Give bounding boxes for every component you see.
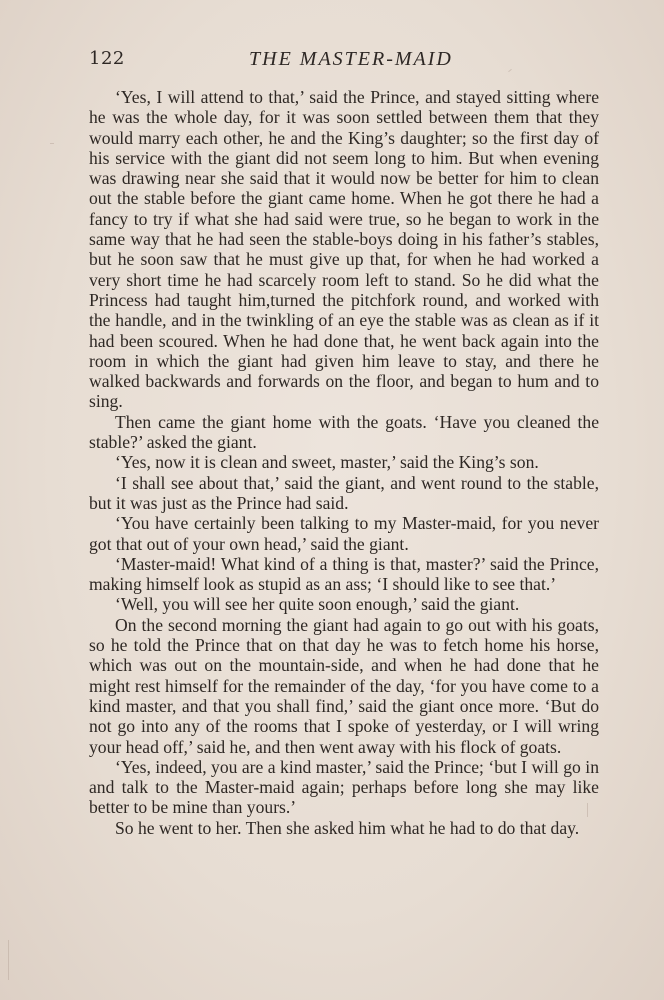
- paragraph: ‘Yes, now it is clean and sweet, master,’ said the King’s son.: [115, 452, 539, 473]
- body-text: [89, 87, 599, 838]
- paragraph: On the second morning the giant had again to go out with his goats, so he told the Prince that on that day he was to fetch home his horse, which was out on the mountain-side, and when he had done that he might rest himself for the remainder of the day, ‘for you have come to a kind master, and that you shall find,’ said the giant once more. ‘But do not go into any of the rooms that I spoke of yesterday, or I will wring your head off,’ said he, and then went away with his flock of goats.: [89, 614, 599, 757]
- paragraph: ‘You have certainly been talking to my Master-maid, for you never got that out of your own head,’ said the giant.: [89, 513, 599, 554]
- paragraph: ‘Well, you will see her quite soon enough,’ said the giant.: [115, 594, 520, 615]
- paragraph: ‘Yes, I will attend to that,’ said the Prince, and stayed sitting where he was the whole day, for it was soon settled between them that they would marry each other, he and the King’s daughter; so the first day of his service with the giant did not seem long to him. But when evening was drawing near she said that it would now be better for him to clean out the stable before the giant came home. When he got there he had a fancy to try if what she had said were true, so he began to work in the same way that he had seen the stable-boys doing in his father’s stables, but he soon saw that he must give up that, for when he had worked a very short time he had scarcely room left to stand. So he did what the Princess had taught him,turned the pitchfork round, and worked with the handle, and in the twinkling of an eye the stable was as clean as if it had been scoured. When he had done that, he went back again into the room in which the giant had given him leave to stay, and there he walked backwards and forwards on the floor, and began to hum and to sing.: [89, 87, 599, 412]
- paper-mark: [50, 143, 54, 144]
- paragraph: Then came the giant home with the goats. ‘Have you cleaned the stable?’ asked the giant.: [89, 411, 599, 453]
- paragraph: ‘Yes, indeed, you are a kind master,’ said the Prince; ‘but I will go in and talk to the Master-maid again; perhaps before long she may like better to be mine than yours.’: [89, 756, 599, 818]
- paragraph: So he went to her. Then she asked him what he had to do that day.: [115, 817, 580, 838]
- paragraph: ‘I shall see about that,’ said the giant, and went round to the stable, but it was just as the Prince had said.: [89, 472, 599, 513]
- paper-mark: [587, 803, 588, 817]
- running-title: THE MASTER-MAID: [249, 48, 453, 70]
- paragraph: ‘Master-maid! What kind of a thing is that, master?’ said the Prince, making himself look as stupid as an ass; ‘I should like to see that.’: [89, 553, 599, 595]
- paper-mark: [8, 940, 9, 980]
- page-number: 122: [89, 48, 125, 69]
- page-header: [89, 48, 599, 74]
